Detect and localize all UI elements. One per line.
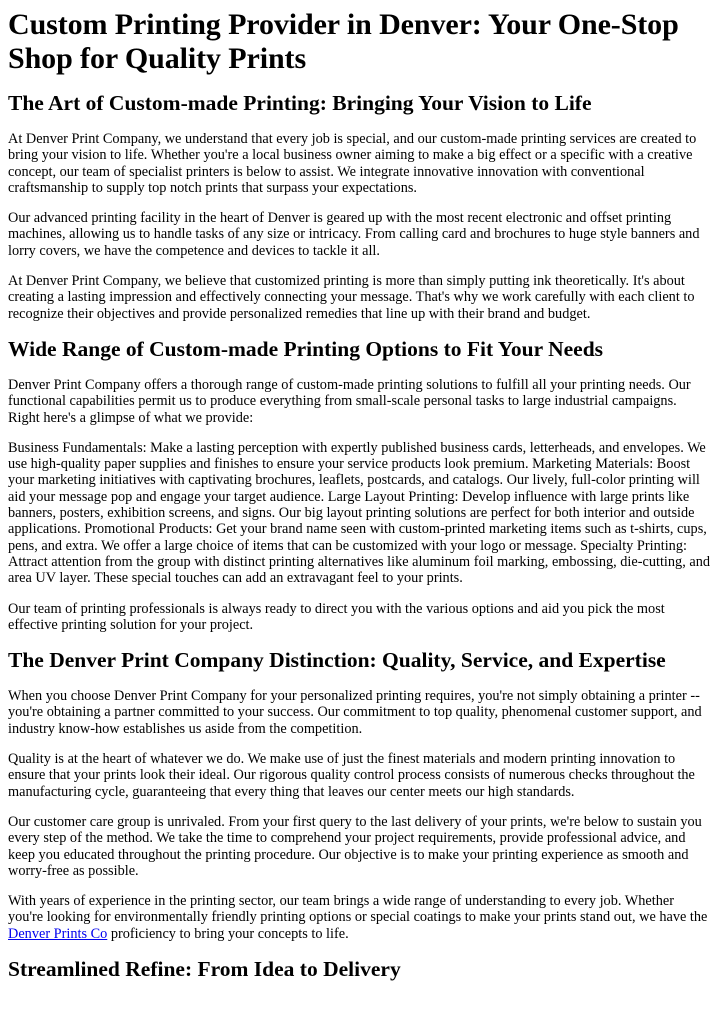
paragraph: When you choose Denver Print Company for your personalized printing requires, you're not simply obtaining a printer -- you're obtaining a partner committed to your success. Our commitment to top quality, phenomenal customer support, and industry know-how establishes us aside from the competition. [8,688,702,737]
denver-prints-co-link[interactable]: Denver Prints Co [8,925,108,942]
section-heading-distinction: The Denver Print Company Distinction: Quality, Service, and Expertise [8,648,666,673]
paragraph-with-link [8,893,712,942]
paragraph: Quality is at the heart of whatever we do. We make use of just the finest materials and modern printing innovation to ensure that your prints look their ideal. Our rigorous quality control process consists of numerous checks throughout the manufacturing cycle, guaranteeing that every thing that leaves our center meets our high standards. [8,751,695,800]
paragraph: Denver Print Company offers a thorough range of custom-made printing solutions to fulfill all your printing needs. Our functional capabilities permit us to produce everything from small-scale personal tasks to large industrial campaigns. Right here's a glimpse of what we provide: [8,376,691,426]
page-title: Custom Printing Provider in Denver: Your One-Stop Shop for Quality Prints [8,8,679,75]
paragraph: At Denver Print Company, we understand that every job is special, and our custom-made printing services are created to bring your vision to life. Whether you're a local business owner aiming to make a big effect or a specific with a creative concept, our team of specialist printers is below to assist. We integrate innovative innovation with conventional craftsmanship to supply top notch prints that surpass your expectations. [8,131,697,196]
paragraph: Our team of printing professionals is always ready to direct you with the various options and aid you pick the most effective printing solution for your project. [8,600,665,633]
paragraph: Our advanced printing facility in the heart of Denver is geared up with the most recent electronic and offset printing machines, allowing us to handle tasks of any size or intricacy. From calling card and brochures to huge style banners and lorry covers, we have the competence and devices to tackle it all. [8,210,700,259]
section-heading-options: Wide Range of Custom-made Printing Options to Fit Your Needs [8,336,604,361]
paragraph-text-after-link: proficiency to bring your concepts to life. [107,925,349,942]
paragraph: Business Fundamentals: Make a lasting perception with expertly published business cards, letterheads, and envelopes. We use high-quality paper supplies and finishes to ensure your service products look premium. Marketing Materials: Boost your marketing initiatives with captivating brochures, leaflets, postcards, and catalogs. Our lively, full-color printing will aid your message pop and engage your target audience. Large Layout Printing: Develop influence with large prints like banners, posters, exhibition screens, and signs. Our big layout printing solutions are perfect for both interior and outside applications. Promotional Products: Get your brand name seen with custom-printed marketing items such as t-shirts, cups, pens, and extra. We offer a large choice of items that can be customized with your logo or message. Specialty Printing: Attract attention from the group with distinct printing alternatives like aluminum foil marking, embossing, die-cutting, and area UV layer. These special touches can add an extravagant feel to your prints. [8,439,710,587]
paragraph: Our customer care group is unrivaled. From your first query to the last delivery of your prints, we're below to sustain you every step of the method. We take the time to comprehend your project requirements, provide professional advice, and keep you educated throughout the printing procedure. Our objective is to make your printing experience as smooth and worry-free as possible. [8,813,702,879]
section-heading-art: The Art of Custom-made Printing: Bringing Your Vision to Life [8,91,592,115]
paragraph: At Denver Print Company, we believe that customized printing is more than simply putting ink theoretically. It's about creating a lasting impression and effectively connecting your message. That's why we work carefully with each client to recognize their objectives and provide personalized remedies that line up with their brand and budget. [8,273,695,322]
paragraph-text-before-link: With years of experience in the printing sector, our team brings a wide range of understanding to every job. Whether you're looking for environmentally friendly printing options or special coatings to make your prints stand out, we have the [8,893,708,926]
section-heading-process: Streamlined Refine: From Idea to Delivery [8,956,401,981]
